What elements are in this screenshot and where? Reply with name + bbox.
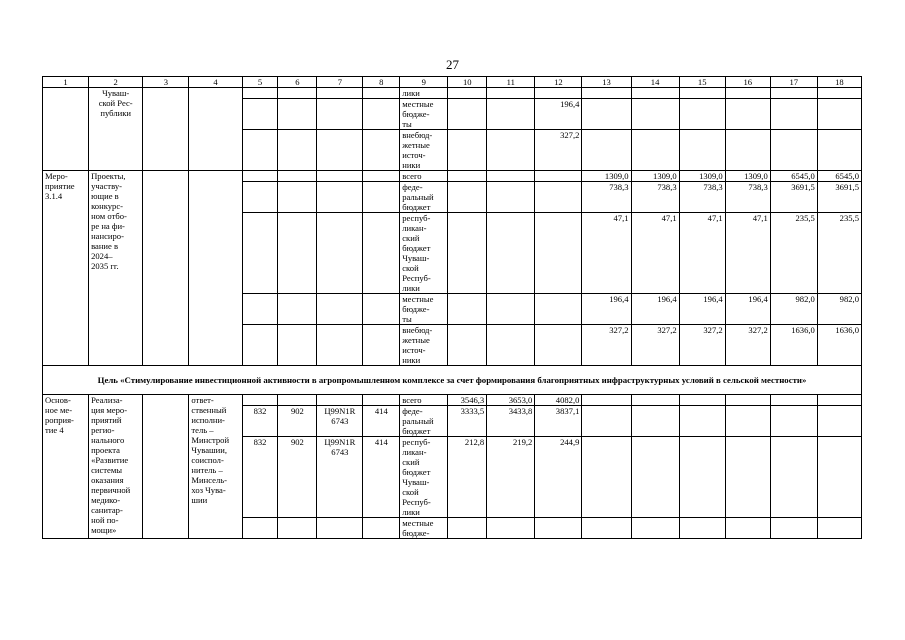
value-cell <box>582 88 631 99</box>
value-cell: 738,3 <box>631 182 679 213</box>
value-cell <box>487 171 535 182</box>
column-header: 3 <box>143 77 189 88</box>
column-header: 8 <box>363 77 400 88</box>
code-cell-line: Ц99N1R <box>324 437 356 447</box>
measure-title-line: ной по- <box>91 515 119 525</box>
code-cell <box>363 325 400 366</box>
code-cell <box>317 182 363 213</box>
funding-source-line: бюдже- <box>402 528 430 538</box>
value-cell <box>448 518 487 539</box>
value-cell <box>582 99 631 130</box>
value-cell <box>725 130 770 171</box>
column-header: 1 <box>43 77 89 88</box>
value-cell <box>535 518 582 539</box>
column-header: 4 <box>189 77 242 88</box>
code-cell <box>363 294 400 325</box>
measure-title-line: участву- <box>91 181 122 191</box>
value-cell: 235,5 <box>817 213 861 294</box>
code-cell <box>278 130 317 171</box>
code-cell <box>278 213 317 294</box>
value-cell <box>631 395 679 406</box>
empty-cell <box>143 395 189 539</box>
executor-line: исполни- <box>191 415 225 425</box>
empty-cell <box>143 171 189 366</box>
code-cell <box>242 325 278 366</box>
code-cell <box>242 182 278 213</box>
code-cell <box>242 294 278 325</box>
value-cell <box>631 406 679 437</box>
funding-source-line: ский <box>402 233 420 243</box>
measure-cell <box>43 88 89 171</box>
code-cell <box>317 437 363 518</box>
funding-source <box>400 99 448 130</box>
measure-title-line: ция меро- <box>91 405 128 415</box>
funding-source-line: бюджет <box>402 202 431 212</box>
value-cell <box>770 395 817 406</box>
measure-title-line: 2035 гг. <box>91 261 119 271</box>
code-cell <box>242 88 278 99</box>
value-cell: 3691,5 <box>770 182 817 213</box>
code-cell <box>363 518 400 539</box>
value-cell <box>582 437 631 518</box>
funding-source-line: ский <box>402 457 420 467</box>
funding-source <box>400 437 448 518</box>
goal-row <box>43 366 862 395</box>
value-cell: 327,2 <box>535 130 582 171</box>
executor <box>189 395 242 539</box>
funding-source-line: бюдже- <box>402 304 430 314</box>
value-cell: 738,3 <box>725 182 770 213</box>
value-cell <box>817 437 861 518</box>
funding-source-line: Респуб- <box>402 497 431 507</box>
value-cell: 1309,0 <box>725 171 770 182</box>
value-cell: 1309,0 <box>679 171 725 182</box>
executor-line: ственный <box>191 405 227 415</box>
code-cell <box>278 182 317 213</box>
column-header: 5 <box>242 77 278 88</box>
measure-title-line: Чуваш- <box>102 88 130 98</box>
value-cell <box>487 213 535 294</box>
executor-cell <box>189 88 242 171</box>
funding-source <box>400 213 448 294</box>
code-cell <box>317 518 363 539</box>
measure-title-line: вание в <box>91 241 119 251</box>
code-cell <box>317 171 363 182</box>
value-cell: 47,1 <box>679 213 725 294</box>
code-cell <box>278 88 317 99</box>
value-cell <box>535 294 582 325</box>
measure-title-line: нального <box>91 435 125 445</box>
value-cell <box>631 437 679 518</box>
value-cell <box>725 437 770 518</box>
code-cell <box>363 395 400 406</box>
measure-title <box>89 171 143 366</box>
value-cell <box>679 406 725 437</box>
value-cell <box>487 99 535 130</box>
value-cell <box>725 406 770 437</box>
funding-source-line: местные <box>402 518 434 528</box>
funding-source <box>400 395 448 406</box>
column-header: 17 <box>770 77 817 88</box>
funding-source-line: лики <box>402 283 420 293</box>
value-cell <box>487 294 535 325</box>
measure-title-line: системы <box>91 465 123 475</box>
executor-line: шии <box>191 495 208 505</box>
value-cell <box>535 182 582 213</box>
code-cell <box>317 130 363 171</box>
funding-source <box>400 171 448 182</box>
code-cell-line: 6743 <box>331 416 349 426</box>
value-cell: 327,2 <box>679 325 725 366</box>
measure-title-line: ре на фи- <box>91 221 125 231</box>
measure-id-line: ное ме- <box>45 405 73 415</box>
value-cell: 3691,5 <box>817 182 861 213</box>
value-cell <box>582 406 631 437</box>
column-header: 13 <box>582 77 631 88</box>
measure-id <box>43 395 89 539</box>
funding-source-line: феде- <box>402 406 423 416</box>
funding-source-line: жетные <box>402 335 430 345</box>
code-cell <box>278 294 317 325</box>
value-cell: 244,9 <box>535 437 582 518</box>
value-cell <box>817 406 861 437</box>
code-cell <box>317 88 363 99</box>
funding-source-line: жетные <box>402 140 430 150</box>
column-header: 6 <box>278 77 317 88</box>
code-cell <box>317 294 363 325</box>
code-cell <box>278 395 317 406</box>
measure-id-line: 3.1.4 <box>45 191 63 201</box>
measure-title-line: ющие в <box>91 191 119 201</box>
column-header: 16 <box>725 77 770 88</box>
value-cell: 196,4 <box>725 294 770 325</box>
funding-source <box>400 325 448 366</box>
value-cell <box>679 437 725 518</box>
funding-source-line: источ- <box>402 345 426 355</box>
code-cell <box>363 99 400 130</box>
value-cell: 738,3 <box>582 182 631 213</box>
executor-cell <box>189 171 242 366</box>
measure-title-line: регио- <box>91 425 115 435</box>
value-cell <box>535 213 582 294</box>
measure-title-line: Реализа- <box>91 395 123 405</box>
goal-text: Цель «Стимулирование инвестиционной активности в агропромышленном комплексе за счет формирования благоприятных инфраструктурных условий в сельской местности» <box>43 366 862 395</box>
table-row <box>43 395 862 406</box>
value-cell <box>817 99 861 130</box>
code-cell <box>317 213 363 294</box>
value-cell: 235,5 <box>770 213 817 294</box>
measure-id <box>43 171 89 366</box>
value-cell <box>679 130 725 171</box>
value-cell <box>448 213 487 294</box>
column-header: 15 <box>679 77 725 88</box>
value-cell <box>448 294 487 325</box>
value-cell: 196,4 <box>535 99 582 130</box>
value-cell <box>817 395 861 406</box>
funding-source-line: бюджет <box>402 426 431 436</box>
funding-source-line: феде- <box>402 182 423 192</box>
funding-source <box>400 88 448 99</box>
value-cell: 47,1 <box>631 213 679 294</box>
measure-title-line: мощи» <box>91 525 117 535</box>
executor-line: тель – <box>191 425 214 435</box>
value-cell <box>448 171 487 182</box>
measure-title <box>89 88 143 171</box>
code-cell: 902 <box>278 437 317 518</box>
funding-source-line: всего <box>402 395 422 405</box>
funding-source <box>400 294 448 325</box>
funding-source-line: Чуваш- <box>402 477 430 487</box>
funding-source-line: бюджет <box>402 243 431 253</box>
page-number: 27 <box>446 57 459 72</box>
code-cell <box>242 171 278 182</box>
value-cell: 6545,0 <box>770 171 817 182</box>
table-row <box>43 88 862 99</box>
funding-source-line: местные <box>402 294 434 304</box>
code-cell: 902 <box>278 406 317 437</box>
funding-source-line: Респуб- <box>402 273 431 283</box>
budget-table <box>42 76 862 539</box>
executor-line: Чувашии, <box>191 445 227 455</box>
value-cell: 3837,1 <box>535 406 582 437</box>
empty-cell <box>143 88 189 171</box>
value-cell <box>487 518 535 539</box>
code-cell <box>317 325 363 366</box>
value-cell <box>535 88 582 99</box>
value-cell <box>448 130 487 171</box>
value-cell: 219,2 <box>487 437 535 518</box>
funding-source-line: внебюд- <box>402 130 433 140</box>
value-cell: 3653,0 <box>487 395 535 406</box>
column-header-row <box>43 77 862 88</box>
funding-source-line: ской <box>402 263 419 273</box>
code-cell <box>317 99 363 130</box>
funding-source-line: ты <box>402 314 412 324</box>
code-cell-line: 6743 <box>331 447 349 457</box>
code-cell <box>317 406 363 437</box>
value-cell <box>770 88 817 99</box>
measure-id-line: тие 4 <box>45 425 64 435</box>
table-row <box>43 171 862 182</box>
executor-line: соиспол- <box>191 455 224 465</box>
funding-source-line: респуб- <box>402 213 431 223</box>
value-cell: 327,2 <box>725 325 770 366</box>
column-header: 18 <box>817 77 861 88</box>
value-cell: 3546,3 <box>448 395 487 406</box>
code-cell <box>317 395 363 406</box>
value-cell <box>487 325 535 366</box>
executor-line: Минстрой <box>191 435 230 445</box>
funding-source-line: всего <box>402 171 422 181</box>
code-cell <box>363 88 400 99</box>
value-cell: 196,4 <box>679 294 725 325</box>
code-cell: 832 <box>242 437 278 518</box>
value-cell: 1636,0 <box>817 325 861 366</box>
funding-source <box>400 406 448 437</box>
measure-title <box>89 395 143 539</box>
value-cell: 982,0 <box>770 294 817 325</box>
measure-title-line: 2024– <box>91 251 113 261</box>
funding-source <box>400 182 448 213</box>
value-cell <box>631 88 679 99</box>
value-cell <box>631 99 679 130</box>
value-cell: 212,8 <box>448 437 487 518</box>
value-cell <box>679 88 725 99</box>
measure-id-line: Меро- <box>45 171 68 181</box>
funding-source-line: ники <box>402 160 421 170</box>
code-cell <box>242 99 278 130</box>
code-cell <box>278 171 317 182</box>
code-cell <box>242 213 278 294</box>
code-cell <box>242 395 278 406</box>
funding-source-line: ральный <box>402 416 434 426</box>
value-cell: 47,1 <box>582 213 631 294</box>
column-header: 14 <box>631 77 679 88</box>
value-cell: 196,4 <box>582 294 631 325</box>
measure-id-line: Основ- <box>45 395 71 405</box>
funding-source-line: ты <box>402 119 412 129</box>
code-cell <box>278 325 317 366</box>
measure-title-line: ской Рес- <box>98 98 133 108</box>
measure-title-line: оказания <box>91 475 124 485</box>
code-cell: 832 <box>242 406 278 437</box>
measure-title-line: конкурс- <box>91 201 124 211</box>
funding-source-line: ники <box>402 355 421 365</box>
executor-line: Минсель- <box>191 475 228 485</box>
code-cell <box>363 130 400 171</box>
value-cell <box>448 325 487 366</box>
code-cell <box>363 213 400 294</box>
value-cell <box>725 518 770 539</box>
value-cell <box>817 88 861 99</box>
value-cell <box>448 182 487 213</box>
column-header: 9 <box>400 77 448 88</box>
code-cell <box>363 171 400 182</box>
code-cell <box>242 518 278 539</box>
funding-source-line: респуб- <box>402 437 431 447</box>
value-cell: 6545,0 <box>817 171 861 182</box>
column-header: 7 <box>317 77 363 88</box>
measure-title-line: первичной <box>91 485 131 495</box>
code-cell <box>363 182 400 213</box>
measure-title-line: медико- <box>91 495 121 505</box>
funding-source-line: внебюд- <box>402 325 433 335</box>
value-cell <box>582 395 631 406</box>
funding-source-line: Чуваш- <box>402 253 430 263</box>
value-cell <box>582 130 631 171</box>
column-header: 11 <box>487 77 535 88</box>
code-cell: 414 <box>363 437 400 518</box>
value-cell <box>770 518 817 539</box>
measure-title-line: санитар- <box>91 505 123 515</box>
column-header: 2 <box>89 77 143 88</box>
value-cell: 4082,0 <box>535 395 582 406</box>
value-cell <box>679 99 725 130</box>
value-cell <box>631 518 679 539</box>
code-cell-line: Ц99N1R <box>324 406 356 416</box>
measure-title-line: Проекты, <box>91 171 126 181</box>
measure-id-line: приятие <box>45 181 75 191</box>
executor-line: ответ- <box>191 395 214 405</box>
funding-source <box>400 518 448 539</box>
value-cell <box>679 395 725 406</box>
value-cell: 327,2 <box>582 325 631 366</box>
value-cell: 47,1 <box>725 213 770 294</box>
funding-source-line: лики <box>402 88 420 98</box>
value-cell: 327,2 <box>631 325 679 366</box>
value-cell <box>582 518 631 539</box>
value-cell: 3433,8 <box>487 406 535 437</box>
column-header: 10 <box>448 77 487 88</box>
funding-source-line: бюдже- <box>402 109 430 119</box>
value-cell <box>448 99 487 130</box>
value-cell: 1309,0 <box>582 171 631 182</box>
code-cell <box>278 99 317 130</box>
funding-source-line: бюджет <box>402 467 431 477</box>
value-cell <box>487 182 535 213</box>
value-cell <box>631 130 679 171</box>
code-cell: 414 <box>363 406 400 437</box>
funding-source-line: источ- <box>402 150 426 160</box>
measure-title-line: публики <box>100 108 131 118</box>
measure-title-line: «Развитие <box>91 455 129 465</box>
value-cell <box>487 88 535 99</box>
funding-source-line: местные <box>402 99 434 109</box>
value-cell: 3333,5 <box>448 406 487 437</box>
value-cell <box>725 395 770 406</box>
code-cell <box>242 130 278 171</box>
value-cell: 1309,0 <box>631 171 679 182</box>
value-cell: 196,4 <box>631 294 679 325</box>
measure-title-line: приятий <box>91 415 122 425</box>
measure-id-line: роприя- <box>45 415 74 425</box>
value-cell <box>725 99 770 130</box>
value-cell <box>679 518 725 539</box>
funding-source-line: ской <box>402 487 419 497</box>
code-cell <box>278 518 317 539</box>
column-header: 12 <box>535 77 582 88</box>
value-cell <box>770 406 817 437</box>
value-cell <box>725 88 770 99</box>
value-cell <box>535 325 582 366</box>
value-cell <box>535 171 582 182</box>
value-cell <box>770 130 817 171</box>
funding-source-line: ликан- <box>402 223 427 233</box>
funding-source-line: ральный <box>402 192 434 202</box>
measure-title-line: нансиро- <box>91 231 124 241</box>
value-cell: 1636,0 <box>770 325 817 366</box>
funding-source <box>400 130 448 171</box>
funding-source-line: ликан- <box>402 447 427 457</box>
executor-line: нитель – <box>191 465 223 475</box>
funding-source-line: лики <box>402 507 420 517</box>
measure-title-line: ном отбо- <box>91 211 127 221</box>
value-cell <box>770 99 817 130</box>
value-cell: 738,3 <box>679 182 725 213</box>
executor-line: хоз Чува- <box>191 485 226 495</box>
value-cell <box>448 88 487 99</box>
value-cell <box>817 130 861 171</box>
measure-title-line: проекта <box>91 445 120 455</box>
value-cell <box>817 518 861 539</box>
value-cell <box>487 130 535 171</box>
value-cell <box>770 437 817 518</box>
value-cell: 982,0 <box>817 294 861 325</box>
